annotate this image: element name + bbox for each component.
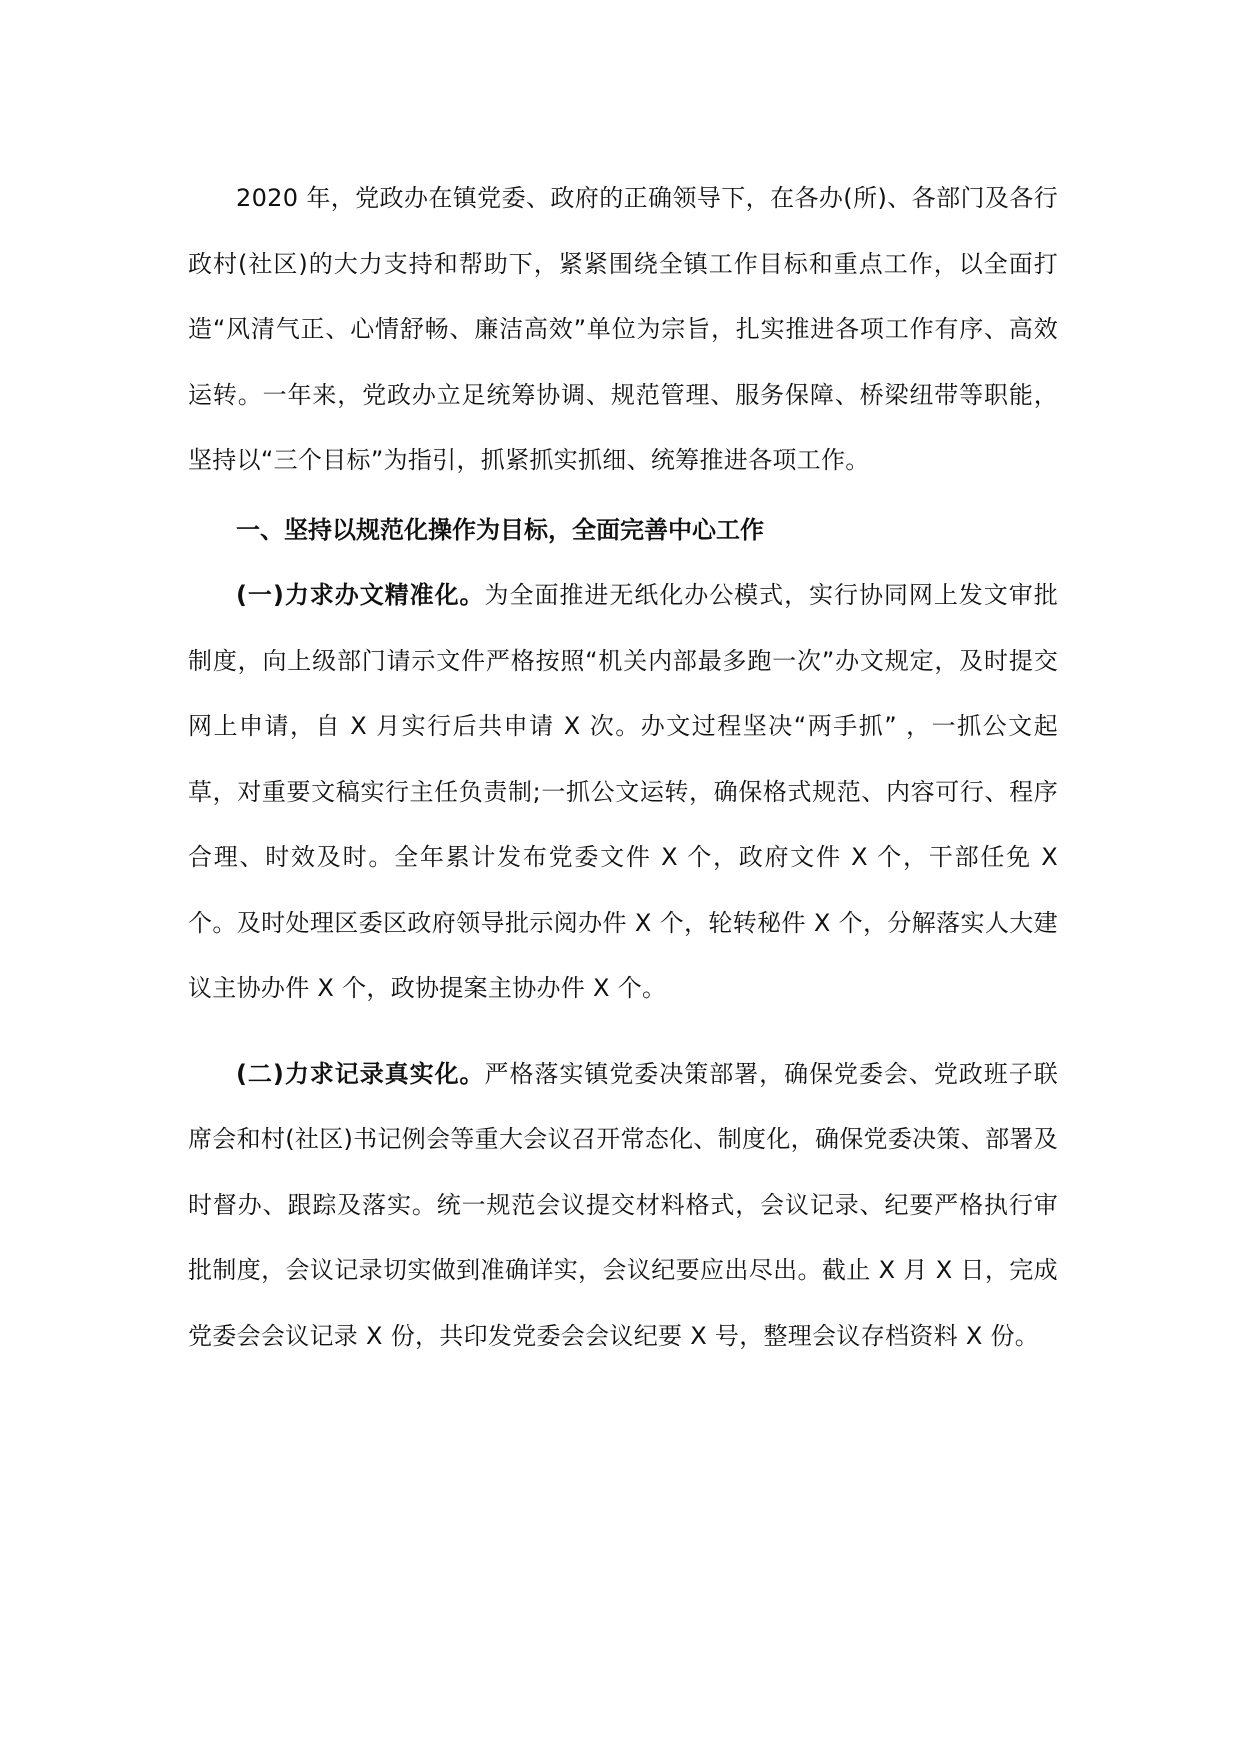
item-title-2: (二)力求记录真实化。 xyxy=(236,1059,485,1088)
document-page xyxy=(188,166,1058,1369)
item-paragraph-1 xyxy=(188,563,1058,1022)
item-paragraph-2 xyxy=(188,1042,1058,1370)
item-body-2: 严格落实镇党委决策部署，确保党委会、党政班子联席会和村(社区)书记例会等重大会议召开常态化、制度化，确保党委决策、部署及时督办、跟踪及落实。统一规范会议提交材料格式，会议记录、纪要严格执行审批制度，会议记录切实做到准确详实，会议纪要应出尽出。截止 X 月 X 日，完成党委会会议记录 X 份，共印发党委会会议纪要 X 号，整理会议存档资料 X 份。 xyxy=(188,1059,1058,1350)
section-heading: 一、坚持以规范化操作为目标，全面完善中心工作 xyxy=(236,515,764,544)
item-body-1: 为全面推进无纸化办公模式，实行协同网上发文审批制度，向上级部门请示文件严格按照“机关内部最多跑一次”办文规定，及时提交网上申请，自 X 月实行后共申请 X 次。办文过程坚决“两手抓” ，一抓公文起草，对重要文稿实行主任负责制;一抓公文运转，确保格式规范、内容可行、程序合理、时效及时。全年累计发布党委文件 X 个，政府文件 X 个，干部任免 X 个。及时处理区委区政府领导批示阅办件 X 个，轮转秘件 X 个，分解落实人大建议主协办件 X 个，政协提案主协办件 X 个。 xyxy=(188,581,1058,1002)
item-title-1: (一)力求办文精准化。 xyxy=(236,581,485,609)
intro-paragraph: 2020 年，党政办在镇党委、政府的正确领导下，在各办(所)、各部门及各行政村(社区)的大力支持和帮助下，紧紧围绕全镇工作目标和重点工作，以全面打造“风清气正、心情舒畅、廉洁高效”单位为宗旨，扎实推进各项工作有序、高效运转。一年来，党政办立足统筹协调、规范管理、服务保障、桥梁纽带等职能，坚持以“三个目标”为指引，抓紧抓实抓细、统筹推进各项工作。 xyxy=(188,184,1058,474)
